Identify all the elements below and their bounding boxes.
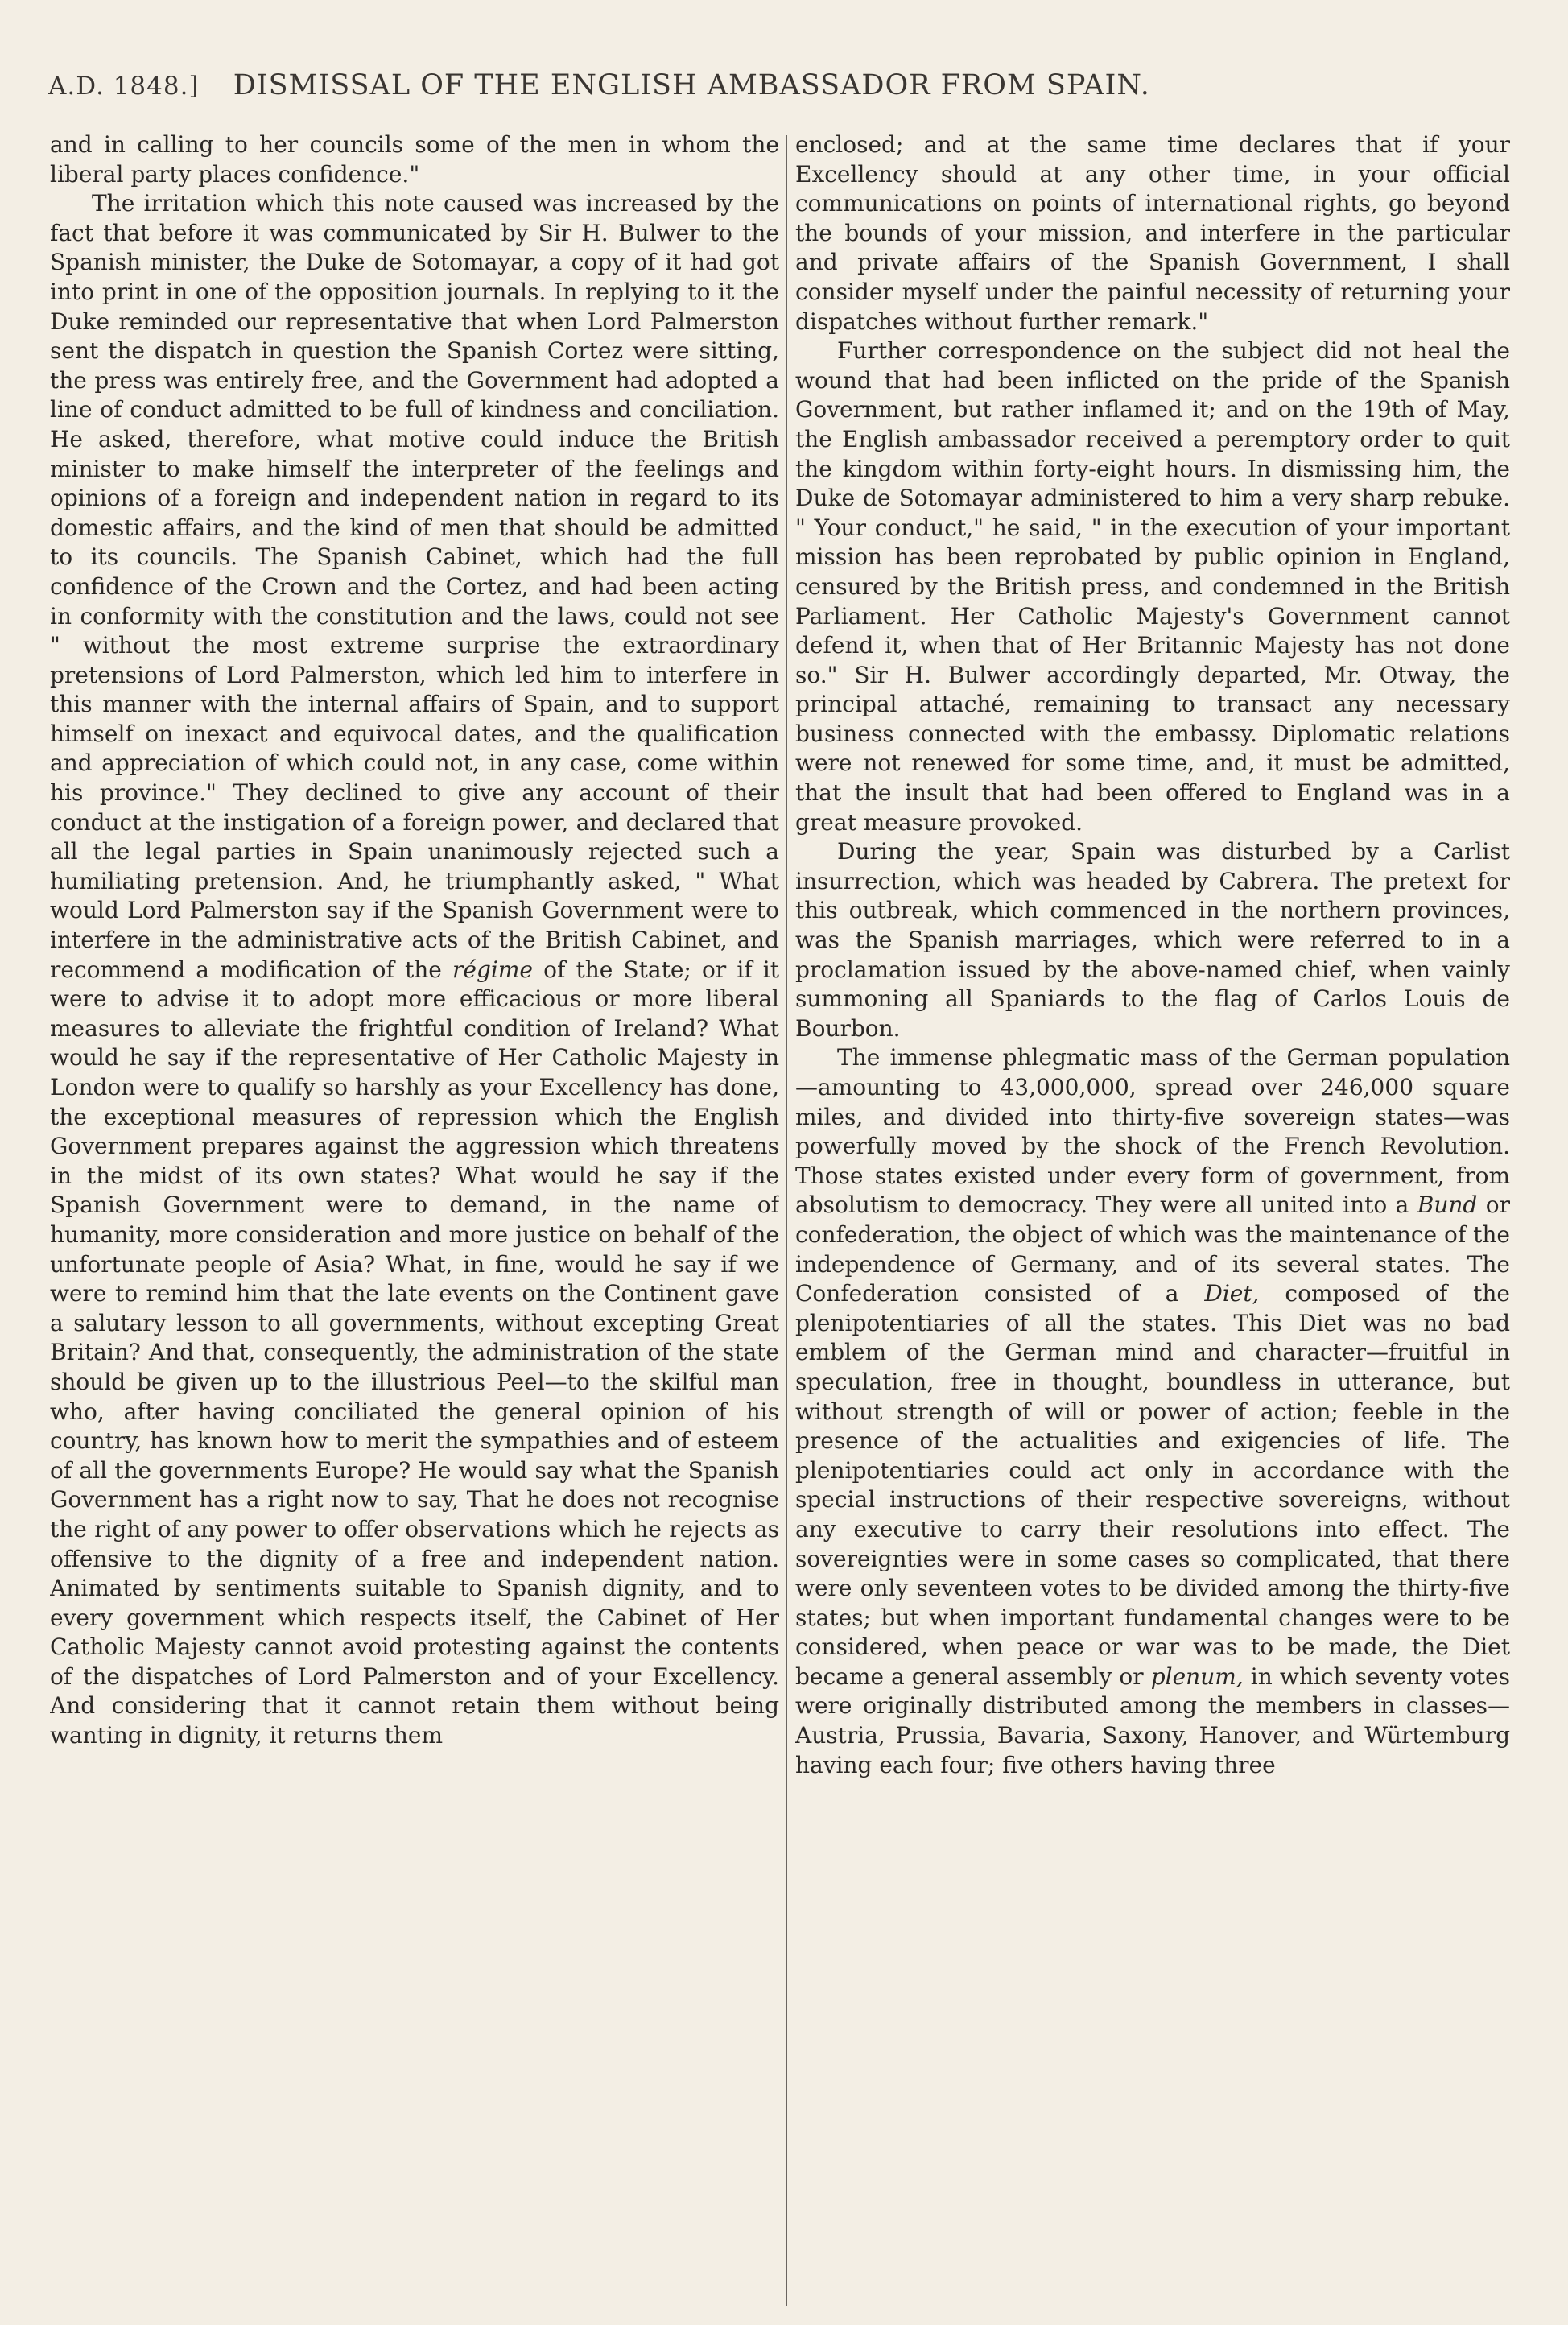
left-column [50,130,779,2304]
text-run: or confederation, the object of which was the maintenance of the independence of Germany, and of its several states. The Confederation consisted of a [795,1191,1510,1307]
column-divider [786,135,787,2306]
paragraph: and in calling to her councils some of the men in whom the liberal party places confidence." [50,131,779,188]
paragraph: During the year, Spain was disturbed by a Carlist insurrection, which was headed by Cabrera. The pretext for this outbreak, which commenced in the northern provinces, was the Spanish marriages, which were referred to in a proclamation issued by the above-named chief, when vainly summoning all Spaniards to the flag of Carlos Louis de Bourbon. [795,838,1510,1042]
italic-term: régime [452,956,533,983]
text-run: The irritation which this note caused was increased by the fact that before it was communicated by Sir H. Bulwer to the Spanish minister, the Duke de Sotomayar, a copy of it had got into print in one of the opposition journals. In replying to it the Duke reminded our representative that when Lord Palmerston sent the dispatch in question the Spanish Cortez were sitting, the press was entirely free, and the Government had adopted a line of conduct admitted to be full of kindness and conciliation. He asked, therefore, what motive could induce the British minister to make himself the interpreter of the feelings and opinions of a foreign and independent nation in regard to its domestic affairs, and the kind of men that should be admitted to its councils. The Spanish Cabinet, which had the full confidence of the Crown and the Cortez, and had been acting in conformity with the constitution and the laws, could not see " without the most extreme surprise the extraordinary pretensions of Lord Palmerston, which led him to interfere in this manner with the internal affairs of Spain, and to support himself on inexact and equivocal dates, and the qualification and appreciation of which could not, in any case, come within his province." They declined to give any account of their conduct at the instigation of a foreign power, and declared that all the legal parties in Spain unanimously rejected such a humiliating pretension. And, he triumphantly asked, " What would Lord Palmerston say if the Spanish Government were to interfere in the administrative acts of the British Cabinet, and recommend a modification of the [50,190,779,983]
right-column [795,130,1510,2304]
text-run: The immense phlegmatic mass of the German population—amounting to 43,000,000, spread over 246,000 square miles, and divided into thirty-five sovereign states—was powerfully moved by the shock of the French Revolution. Those states existed under every form of government, from absolutism to democracy. They were all united into a [795,1044,1510,1219]
paragraph: Further correspondence on the subject did not heal the wound that had been inflicted on the pride of the Spanish Government, but rather inflamed it; and on the 19th of May, the English ambassador received a peremptory order to quit the kingdom within forty-eight hours. In dismissing him, the Duke de Sotomayar administered to him a very sharp rebuke. " Your conduct," he said, " in the execution of your important mission has been reprobated by public opinion in England, censured by the British press, and condemned in the British Parliament. Her Catholic Majesty's Government cannot defend it, when that of Her Britannic Majesty has not done so." Sir H. Bulwer accordingly departed, Mr. Otway, the principal attaché, remaining to transact any necessary business connected with the embassy. Diplomatic relations were not renewed for some time, and, it must be admitted, that the insult that had been offered to England was in a great measure provoked. [795,337,1510,836]
text-run: of the State; or if it were to advise it to adopt more efficacious or more liberal measures to alleviate the frightful condition of Ireland? What would he say if the representative of Her Catholic Majesty in London were to qualify so harshly as your Excellency has done, the exceptional measures of repression which the English Government prepares against the aggression which threatens in the midst of its own states? What would he say if the Spanish Government were to demand, in the name of humanity, more consideration and more justice on behalf of the unfortunate people of Asia? What, in fine, would he say if we were to remind him that the late events on the Continent gave a salutary lesson to all governments, without excepting Great Britain? And that, consequently, the administration of the state should be given up to the illustrious Peel—to the skilful man who, after having conciliated the general opinion of his country, has known how to merit the sympathies and of esteem of all the governments Europe? He would say what the Spanish Government has a right now to say, That he does not recognise the right of any power to offer observations which he rejects as offensive to the dignity of a free and independent nation. Animated by sentiments suitable to Spanish dignity, and to every government which respects itself, the Cabinet of Her Catholic Majesty cannot avoid protesting against the contents of the dispatches of Lord Palmerston and of your Excellency. And considering that it cannot retain them without being wanting in dignity, it returns them [50,956,779,1749]
paragraph [795,1043,1510,1780]
italic-term: Bund [1417,1191,1478,1219]
header-date: A.D. 1848.] [48,72,200,101]
running-header [48,69,1513,114]
italic-term: Diet, [1204,1280,1260,1307]
italic-term: plenum, [1150,1662,1244,1690]
text-run: in which seventy votes were originally distributed among the members in classes—Austria, Prussia, Bavaria, Saxony, Hanover, and Würtemburg having each four; five others having three [795,1662,1510,1778]
text-run: composed of the plenipotentiaries of all the states. This Diet was no bad emblem of the German mind and character—fruitful in speculation, free in thought, boundless in utterance, but without strength of will or power of action; feeble in the presence of the actualities and exigencies of life. The plenipotentiaries could act only in accordance with the special instructions of their respective sovereigns, without any executive to carry their resolutions into effect. The sovereignties were in some cases so complicated, that there were only seventeen votes to be divided among the thirty-five states; but when important fundamental changes were to be considered, when peace or war was to be made, the Diet became a general assembly or [795,1280,1510,1690]
header-title: DISMISSAL OF THE ENGLISH AMBASSADOR FROM SPAIN. [233,69,1150,101]
paragraph: enclosed; and at the same time declares that if your Excellency should at any other time, in your official communications on points of international rights, go beyond the bounds of your mission, and interfere in the particular and private affairs of the Spanish Government, I shall consider myself under the painful necessity of returning your dispatches without further remark." [795,131,1510,335]
paragraph [50,189,779,1750]
